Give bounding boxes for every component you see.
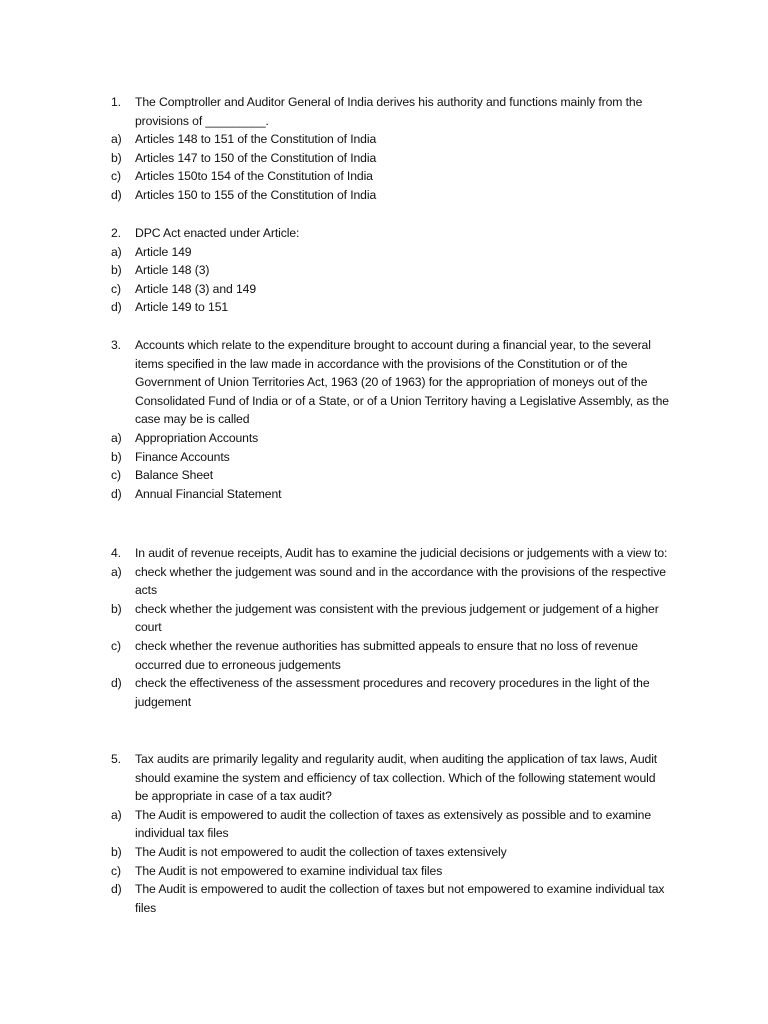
question-text: Accounts which relate to the expenditure brought to account during a financial year, to the several items specified in the law made in accordance with the provisions of the Constitution or of the Government of Union Territories Act, 1963 (20 of 1963) for the appropriation of moneys out of the Consolidated Fund of India or of a State, or of a Union Territory having a Legislative Assembly, as the case may be is called [135,338,669,427]
option-label: d) [111,486,122,501]
option-text: The Audit is empowered to audit the collection of taxes as extensively as possible and to examine individual tax files [135,807,652,841]
option-d [111,880,671,917]
option-a [111,563,671,600]
option-b [111,600,671,637]
question-stem [111,544,671,563]
option-text: Articles 147 to 150 of the Constitution of India [135,150,377,165]
option-text: Articles 150to 154 of the Constitution of India [135,169,373,184]
option-label: b) [111,263,122,278]
option-label: c) [111,281,121,296]
option-a [111,429,671,448]
question-1 [111,93,671,205]
option-text: The Audit is not empowered to audit the collection of taxes extensively [135,844,507,859]
option-label: c) [111,468,121,483]
option-label: d) [111,676,122,691]
option-text: check whether the revenue authorities has submitted appeals to ensure that no loss of revenue occurred due to erroneous judgements [135,638,638,672]
option-d [111,186,671,205]
option-text: check whether the judgement was sound and in the accordance with the provisions of the respective acts [135,564,666,598]
option-label: a) [111,807,122,822]
option-text: Article 148 (3) and 149 [135,281,257,296]
question-text: Tax audits are primarily legality and regularity audit, when auditing the application of tax laws, Audit should examine the system and efficiency of tax collection. Which of the following statement would be appropriate in case of a tax audit? [135,752,658,804]
question-text: The Comptroller and Auditor General of India derives his authority and functions mainly from the provisions of _________. [135,95,643,128]
option-text: Articles 148 to 151 of the Constitution of India [135,132,377,147]
question-3 [111,336,671,503]
option-d [111,298,671,317]
option-text: check whether the judgement was consistent with the previous judgement or judgement of a higher court [135,601,659,635]
question-stem [111,336,671,429]
option-text: Article 148 (3) [135,263,210,278]
option-c [111,167,671,186]
option-label: c) [111,863,121,878]
question-2 [111,224,671,317]
option-a [111,130,671,149]
option-d [111,485,671,504]
option-text: Appropriation Accounts [135,430,259,445]
option-text: Article 149 to 151 [135,300,229,315]
option-label: d) [111,187,122,202]
option-c [111,280,671,299]
option-label: d) [111,882,122,897]
option-text: Annual Financial Statement [135,486,282,501]
question-text: In audit of revenue receipts, Audit has to examine the judicial decisions or judgements with a view to: [135,546,668,560]
question-number: 4. [111,546,121,560]
option-label: a) [111,132,122,147]
option-text: Articles 150 to 155 of the Constitution of India [135,187,377,202]
option-text: Finance Accounts [135,449,230,464]
option-label: b) [111,449,122,464]
option-text: The Audit is empowered to audit the collection of taxes but not empowered to examine individual tax files [135,882,665,915]
option-label: a) [111,244,122,259]
option-text: Balance Sheet [135,468,213,483]
option-label: d) [111,300,122,315]
option-text: check the effectiveness of the assessment procedures and recovery procedures in the light of the judgement [135,676,650,709]
option-a [111,243,671,262]
question-stem [111,224,671,243]
option-text: Article 149 [135,244,192,259]
option-b [111,843,671,862]
question-text: DPC Act enacted under Article: [135,226,300,240]
question-number: 1. [111,95,121,109]
option-label: c) [111,169,121,184]
option-c [111,637,671,674]
option-b [111,149,671,168]
option-c [111,466,671,485]
option-b [111,261,671,280]
question-number: 2. [111,226,121,240]
option-label: b) [111,844,122,859]
question-number: 3. [111,338,121,352]
option-label: a) [111,430,122,445]
option-c [111,862,671,881]
option-b [111,448,671,467]
question-stem [111,93,671,130]
option-label: c) [111,638,121,653]
question-4 [111,544,671,711]
option-label: b) [111,601,122,616]
option-a [111,806,671,843]
option-label: a) [111,564,122,579]
question-number: 5. [111,752,121,766]
option-label: b) [111,150,122,165]
option-text: The Audit is not empowered to examine individual tax files [135,863,443,878]
option-d [111,674,671,711]
question-stem [111,750,671,806]
question-5 [111,750,671,917]
